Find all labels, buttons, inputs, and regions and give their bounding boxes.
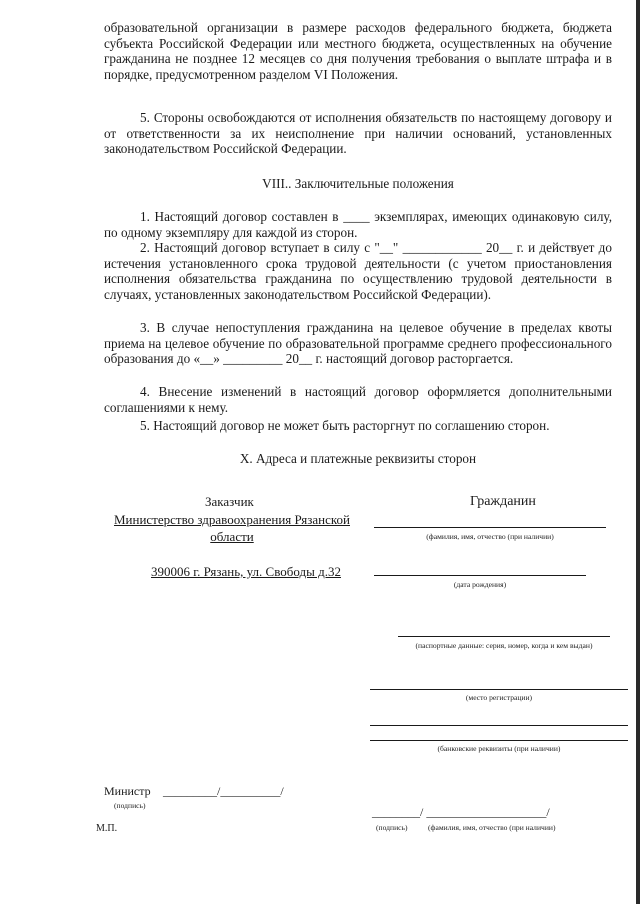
citizen-name-line [374, 527, 606, 528]
stamp-label: М.П. [96, 823, 118, 834]
section-heading-addresses: X. Адреса и платежные реквизиты сторон [239, 451, 477, 466]
section-heading-final-provisions: VIII.. Заключительные положения [262, 176, 454, 191]
customer-org-line1: Министерство здравоохранения Рязанской [113, 512, 350, 527]
citizen-name-caption: (фамилия, имя, отчество (при наличии) [426, 532, 554, 541]
signer-title: Министр [104, 784, 151, 798]
paragraph-termination: 3. В случае непоступления гражданина на целевое обучение в пределах квоты приема на целевое обучение по образовательной программе среднего профессионального образования до «__» _________ 20__ г. настоящий договор расторгается. [104, 320, 612, 367]
customer-org-line2: области [210, 529, 254, 544]
citizen-birth-caption: (дата рождения) [453, 580, 507, 589]
citizen-passport-line [398, 636, 610, 637]
citizen-bank-line-1 [370, 725, 628, 726]
paragraph-amendments: 4. Внесение изменений в настоящий договор оформляется дополнительными соглашениями к нему. [104, 384, 612, 415]
citizen-bank-line-2 [370, 740, 628, 741]
paragraph-entry-into-force: 2. Настоящий договор вступает в силу с "__" ____________ 20__ г. и действует до истечения установленного срока трудовой деятельности (с учетом приостановления исполнения обязательства гражданина по осуществлению трудовой деятельности в случаях, установленных законодательством Российской Федерации). [104, 240, 612, 302]
citizen-signature-name-caption: (фамилия, имя, отчество (при наличии) [428, 823, 556, 832]
citizen-signature-caption: (подпись) [376, 823, 408, 832]
customer-title: Заказчик [205, 494, 254, 509]
paragraph-force-majeure: 5. Стороны освобождаются от исполнения обязательств по настоящему договору и от ответственности за их неисполнение при наличии оснований, установленных законодательством Российской Федерации. [104, 110, 612, 157]
citizen-signature-field: ________/ ____________________/ [372, 805, 550, 819]
citizen-title: Гражданин [470, 494, 536, 509]
customer-address: 390006 г. Рязань, ул. Свободы д.32 [151, 564, 341, 579]
citizen-registration-line [370, 689, 628, 690]
citizen-birth-line [374, 575, 586, 576]
customer-signature-caption: (подпись) [114, 801, 146, 810]
citizen-registration-caption: (место регистрации) [465, 693, 533, 702]
paragraph-penalty-tail: образовательной организации в размере расходов федерального бюджета, бюджета субъекта Российской Федерации или местного бюджета, осуществленных на обучение гражданина не позднее 12 месяцев со дня получения требования о выплате штрафа и в порядке, предусмотренном разделом VI Положения. [104, 20, 612, 82]
paragraph-no-mutual-termination: 5. Настоящий договор не может быть расторгнут по соглашению сторон. [140, 418, 550, 433]
scan-edge-shadow [636, 0, 640, 904]
citizen-bank-caption: (банковские реквизиты (при наличии) [437, 744, 561, 753]
citizen-passport-caption: (паспортные данные: серия, номер, когда и кем выдан) [415, 641, 593, 650]
customer-signature-field: _________/__________/ [163, 784, 284, 798]
paragraph-copies: 1. Настоящий договор составлен в ____ экземплярах, имеющих одинаковую силу, по одному экземпляру для каждой из сторон. [104, 209, 612, 240]
